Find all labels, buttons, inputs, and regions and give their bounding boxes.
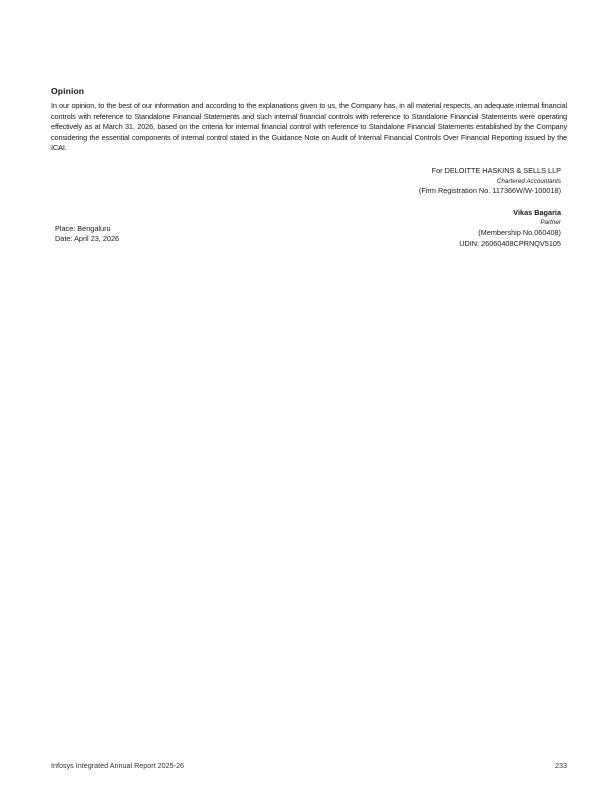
partner-role: Partner (540, 219, 561, 227)
firm-name: For DELOITTE HASKINS & SELLS LLP (431, 166, 561, 175)
partner-name: Vikas Bagaria (513, 207, 561, 217)
place: Place: Bengaluru (55, 224, 111, 233)
page-number: 233 (555, 761, 567, 770)
auditor-signature-block (301, 166, 561, 249)
udin: UDIN: 26060408CPRNQV5105 (459, 238, 561, 248)
footer-report-title: Infosys Integrated Annual Report 2025-26 (51, 761, 185, 770)
spacer (301, 197, 561, 208)
section-heading: Opinion (51, 86, 85, 96)
firm-role: Chartered Accountants (496, 177, 561, 185)
opinion-paragraph: In our opinion, to the best of our information and according to the explanations given to us, the Company has, in all material respects, an adequate internal financial controls with reference to Standalone Financial Statements and such internal financial controls with reference to Standalone Financial Statements were operating effectively as at March 31, 2026, based on the criteria for internal financial control with reference to Standalone Financial Statements established by the Company considering the essential components of internal control stated in the Guidance Note on Audit of Internal Financial Controls Over Financial Reporting issued by the ICAI. (51, 101, 567, 153)
firm-registration: (Firm Registration No. 117366W/W-100018) (418, 186, 561, 196)
date: Date: April 23, 2026 (55, 234, 120, 244)
place-date-block (55, 224, 119, 245)
membership-number: (Membership No.060408) (478, 227, 561, 237)
